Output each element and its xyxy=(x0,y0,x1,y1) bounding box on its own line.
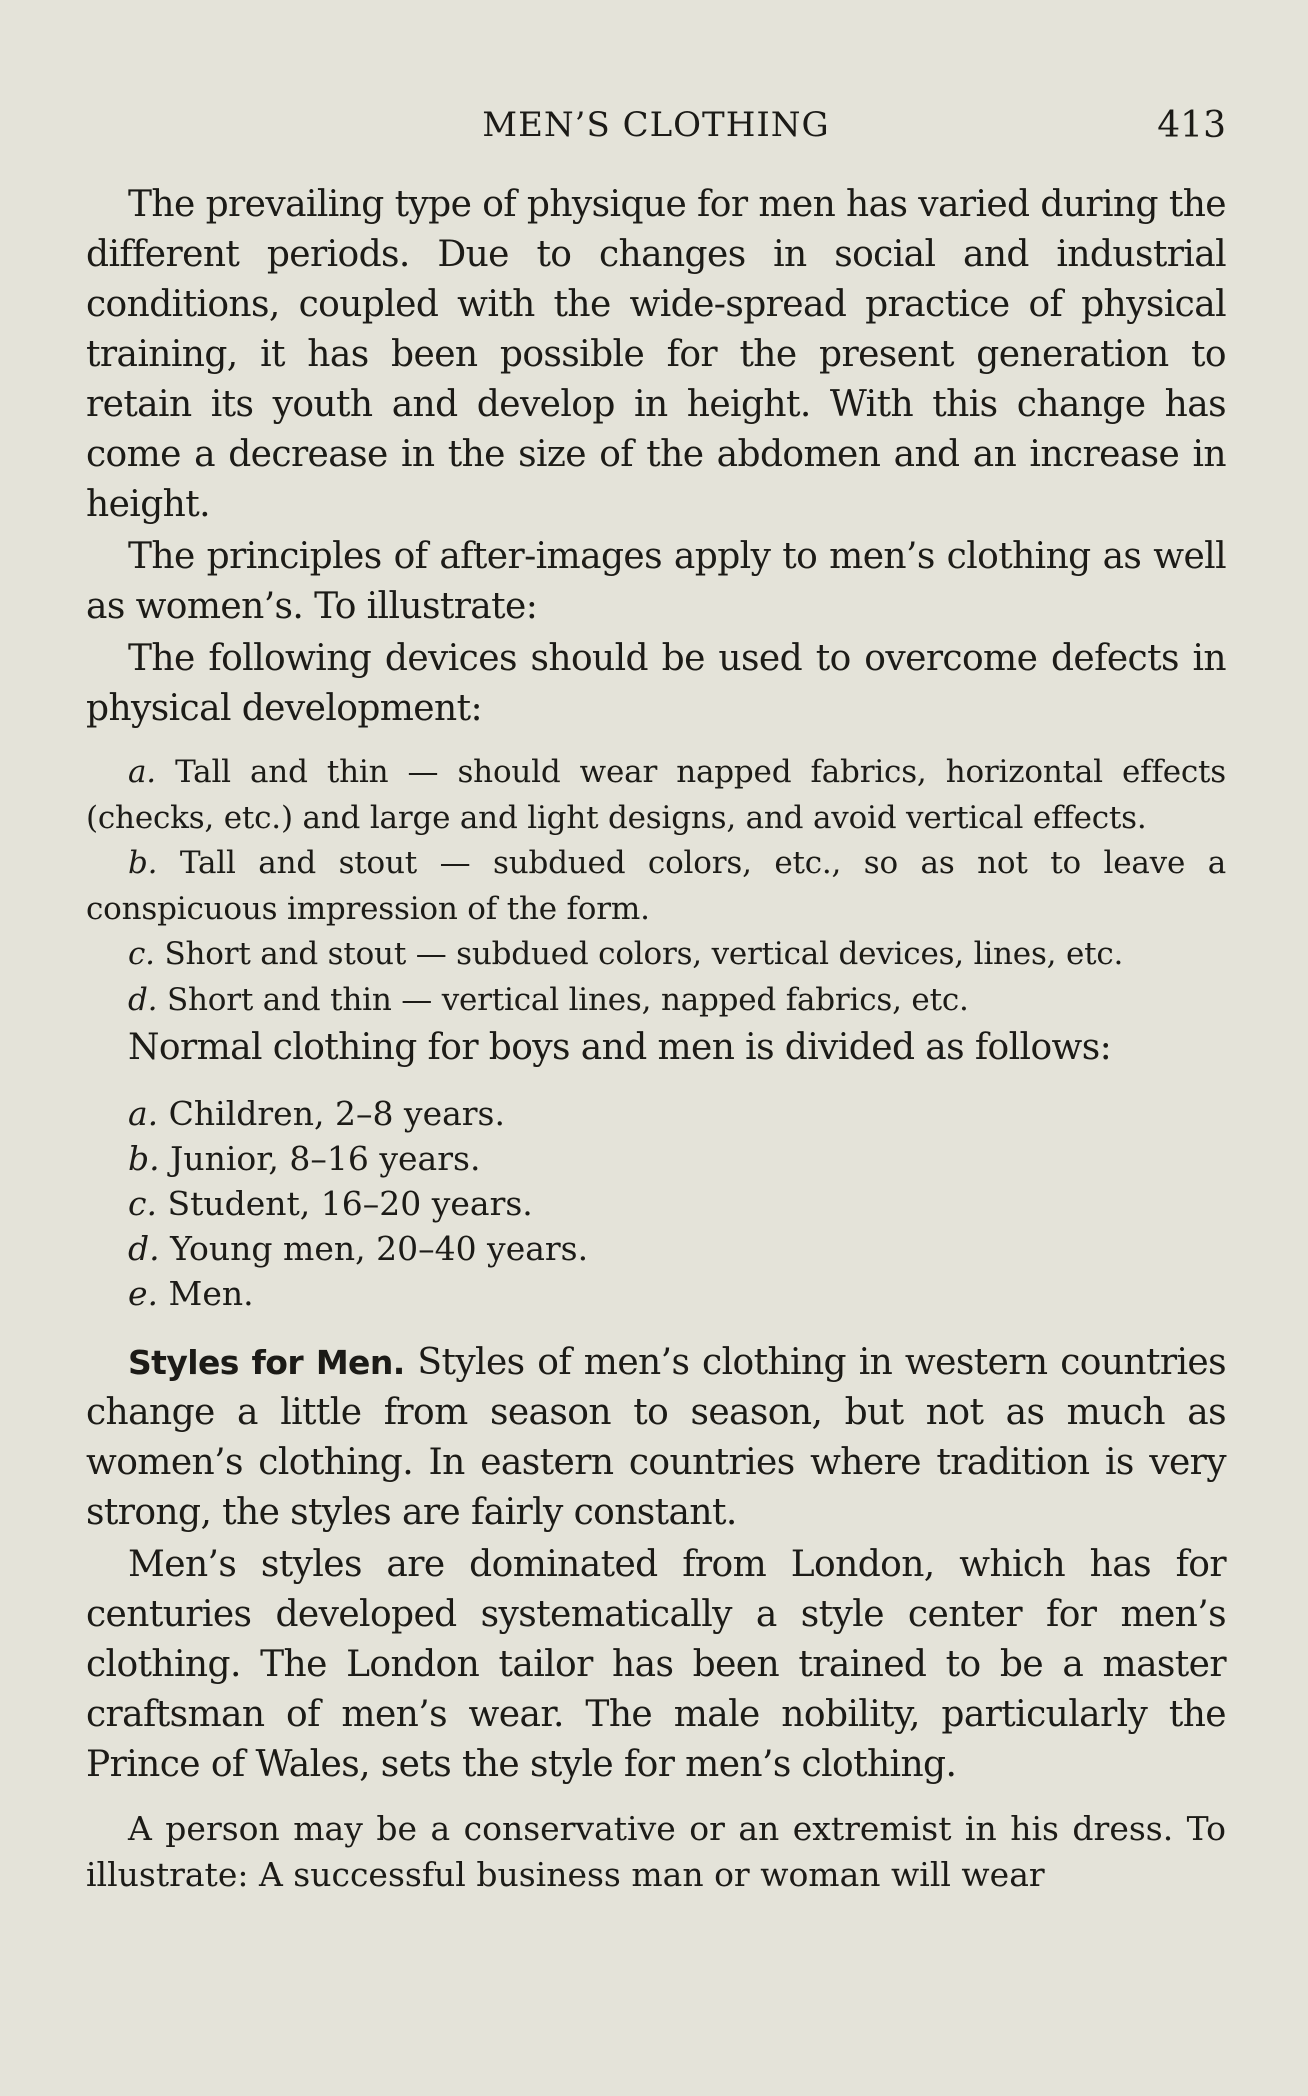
after-images-paragraph: The principles of after-images apply to men’s clothing as well as women’s. To illustrate: xyxy=(86,536,1226,627)
list-text: Junior, 8–16 years. xyxy=(170,1139,481,1178)
list-item xyxy=(86,841,1226,932)
list-letter: a. xyxy=(128,754,156,790)
list-letter: b. xyxy=(128,1139,160,1178)
page-number: 413 xyxy=(1157,105,1226,146)
page-header xyxy=(86,105,1226,155)
list-text: Young men, 20–40 years. xyxy=(170,1229,589,1268)
list-letter: e. xyxy=(128,1274,159,1313)
list-letter: d. xyxy=(128,981,158,1018)
list-item xyxy=(86,1181,1226,1226)
list-text: Tall and thin — should wear napped fabrics, horizontal effects (checks, etc.) and large and light designs, and avoid vertical effects. xyxy=(86,754,1226,836)
list-letter: b. xyxy=(128,845,158,881)
list-item xyxy=(86,932,1226,978)
list-text: Short and stout — subdued colors, vertical devices, lines, etc. xyxy=(164,936,1124,972)
list-letter: c. xyxy=(128,1184,157,1223)
list-letter: a. xyxy=(128,1094,159,1133)
styles-text: Styles of men’s clothing in western countries change a little from season to season, but not as much as women’s clothing. In eastern countries where tradition is very strong, the styles are fairly constant. xyxy=(86,1342,1226,1533)
list-item xyxy=(86,1271,1226,1316)
normal-clothing-intro: Normal clothing for boys and men is divided as follows: xyxy=(128,1027,1112,1068)
defects-list xyxy=(86,750,1226,1023)
age-list xyxy=(86,1091,1226,1316)
list-text: Men. xyxy=(168,1274,254,1313)
list-item xyxy=(86,978,1226,1024)
styles-heading: Styles for Men. xyxy=(128,1343,405,1382)
conservative-paragraph: A person may be a conservative or an extremist in his dress. To illustrate: A successful business man or woman will wear xyxy=(86,1809,1226,1894)
list-item xyxy=(86,1226,1226,1271)
page-body xyxy=(86,180,1226,1898)
list-item xyxy=(86,750,1226,841)
list-text: Short and thin — vertical lines, napped fabrics, etc. xyxy=(166,981,969,1018)
list-text: Children, 2–8 years. xyxy=(168,1094,505,1133)
list-item xyxy=(86,1136,1226,1181)
london-paragraph: Men’s styles are dominated from London, which has for centuries developed systematically a style center for men’s clothing. The London tailor has been trained to be a master craftsman of men’s wear. The male nobility, particularly the Prince of Wales, sets the style for men’s clothing. xyxy=(86,1544,1226,1785)
devices-intro-paragraph: The following devices should be used to overcome defects in physical development: xyxy=(86,638,1226,729)
running-head: MEN’S CLOTHING xyxy=(482,105,830,145)
list-letter: c. xyxy=(128,936,155,972)
list-letter: d. xyxy=(128,1229,160,1268)
list-item xyxy=(86,1091,1226,1136)
physique-paragraph: The prevailing type of physique for men has varied during the different periods. Due to changes in social and industrial conditions, coupled with the wide-spread practice of physical training, it has been possible for the present generation to retain its youth and develop in height. With this change has come a decrease in the size of the abdomen and an increase in height. xyxy=(86,184,1226,525)
list-text: Student, 16–20 years. xyxy=(167,1184,533,1223)
styles-paragraph xyxy=(86,1338,1226,1538)
list-text: Tall and stout — subdued colors, etc., so as not to leave a conspicuous impression of the form. xyxy=(86,845,1227,927)
